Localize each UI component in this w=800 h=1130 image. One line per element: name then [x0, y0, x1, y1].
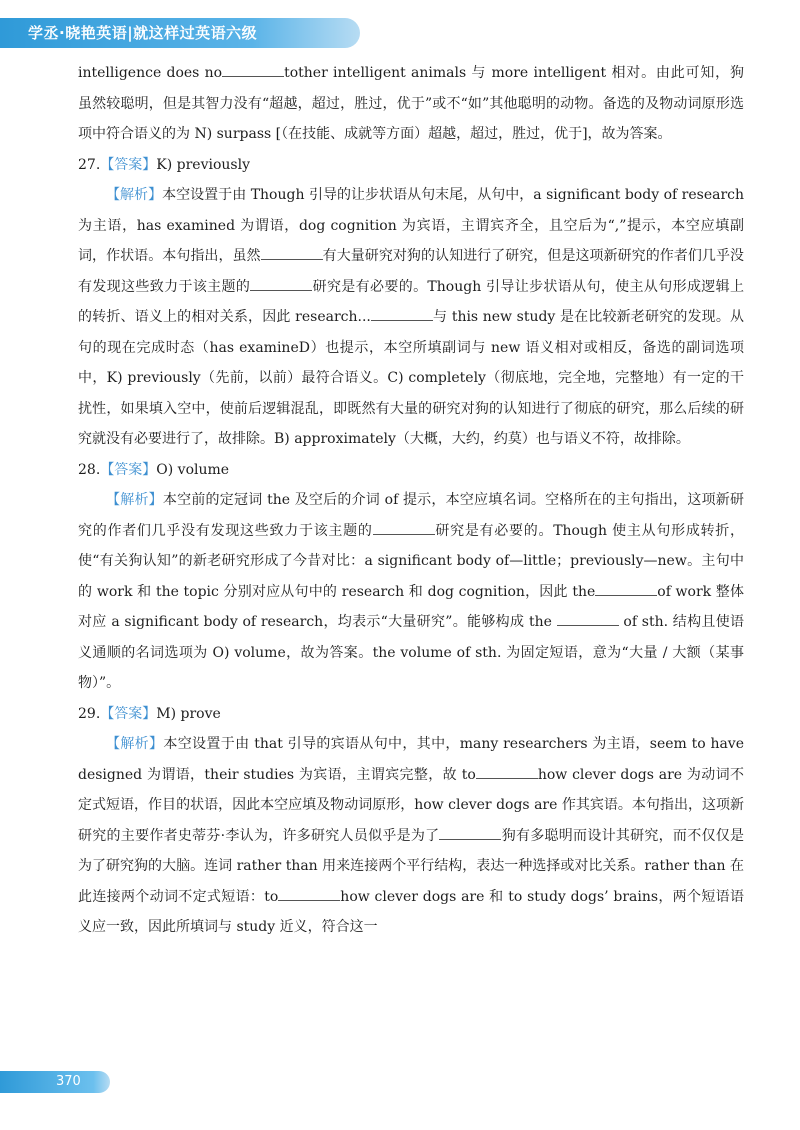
blank-line — [278, 886, 340, 901]
explanation-paragraph — [78, 729, 744, 943]
answer-text: O) volume — [156, 461, 230, 478]
explanation-paragraph — [78, 485, 744, 699]
question-number: 28. — [78, 461, 101, 478]
paragraph-text: how clever dogs are 和 to study dogs’ brains，两个短语语义应一致，因此所填词与 study 近义，符合这一 — [78, 888, 744, 935]
analysis-tag: 【解析】 — [106, 187, 163, 203]
page-number-badge — [0, 1071, 110, 1093]
paragraph-text: intelligence does no — [78, 65, 223, 81]
header-title: 学丞·晓艳英语|就这样过英语六级 — [28, 24, 258, 42]
answer-line — [78, 150, 744, 181]
paragraph-text: of sth. 结构且使语义通顺的名词选项为 O) volume，故为答案。the volume of sth. 为固定短语，意为“大量 / 大额（某事物）”。 — [78, 614, 744, 691]
paragraph-text: other intelligent animals 与 more intelligent 相对。由此可知，狗虽然较聪明，但是其智力没有“超越，超过，胜过，优于”或不“如”其他聪明的动物。备选的及物动词原形选项中符合语义的为 N) surpass [（在技能、成就等方面）超越，超过，胜过，优于]，故为答案。 — [78, 65, 745, 142]
answer-text: M) prove — [156, 705, 221, 722]
blank-line — [373, 520, 435, 535]
blank-line — [476, 764, 538, 779]
paragraph-text: 狗有多聪明而设计其研究，而不仅仅是为了研究狗的大脑。连词 rather than 用来连接两个平行结构，表达一种选择或对比关系。rather than 在此连接两个动词不定式短语：to — [78, 827, 745, 905]
blank-line — [557, 611, 619, 626]
paragraph-text: 研究是有必要的。Though 引导让步状语从句，使主从句形成逻辑上的转折、语义上的相对关系，因此 research... — [78, 278, 745, 325]
blank-line — [595, 581, 657, 596]
analysis-tag: 【解析】 — [106, 736, 164, 752]
analysis-tag: 【解析】 — [106, 492, 163, 508]
paragraph-text: t — [284, 65, 290, 81]
paragraph-text: 研究是有必要的。Though 使主从句形成转折，使“有关狗认知”的新老研究形成了今昔对比：a significant body of—little；previously—new。主句中的 work 和 the topic 分别对应从句中的 research 和 dog cognition，因此 the — [78, 522, 745, 600]
blank-line — [222, 62, 284, 77]
explanation-paragraph — [78, 58, 744, 150]
page-body — [78, 58, 744, 943]
answer-tag: 【答案】 — [100, 461, 157, 478]
answer-text: K) previously — [156, 156, 250, 173]
answer-tag: 【答案】 — [100, 156, 157, 173]
paragraph-text: 本空设置于由 Though 引导的让步状语从句末尾，从句中，a significant body of research 为主语，has examined 为谓语，dog cognition 为宾语，主谓宾齐全，且空后为“,”提示，本空应填副词，作状语。本句指出，虽然 — [78, 187, 745, 264]
answer-line — [78, 455, 744, 486]
question-number: 29. — [78, 705, 101, 722]
blank-line — [261, 245, 323, 260]
paragraph-text: 有大量研究对狗的认知进行了研究，但是这项新研究的作者们几乎没有发现这些致力于该主题的 — [78, 248, 745, 295]
paragraph-text: 本空前的定冠词 the 及空后的介词 of 提示，本空应填名词。空格所在的主句指出，这项新研究的作者们几乎没有发现这些致力于该主题的 — [78, 492, 745, 539]
paragraph-text: 本空设置于由 that 引导的宾语从句中，其中，many researchers 为主语，seem to have designed 为谓语，their studies 为宾语，主谓宾完整，故 to — [78, 736, 744, 783]
page-number: 370 — [56, 1074, 81, 1089]
blank-line — [439, 825, 501, 840]
answer-tag: 【答案】 — [100, 705, 157, 722]
paragraph-text: how clever dogs are 为动词不定式短语，作目的状语，因此本空应填及物动词原形，how clever dogs are 作其宾语。本句指出，这项新研究的主要作者史蒂芬·李认为，许多研究人员似乎是为了 — [78, 766, 744, 844]
paragraph-text: 与 this new study 是在比较新老研究的发现。从句的现在完成时态（has examineD）也提示，本空所填副词与 new 语义相对或相反，备选的副词选项中，K) previously（先前，以前）最符合语义。C) completely（彻底地，完全地，完整地）有一定的干扰性，如果填入空中，使前后逻辑混乱，即既然有大量的研究对狗的认知进行了彻底的研究，那么后续的研究就没有必要进行了，故排除。B) approximately（大概，大约，约莫）也与语义不符，故排除。 — [78, 309, 744, 447]
blank-line — [250, 276, 312, 291]
header-banner — [0, 18, 360, 48]
question-number: 27. — [78, 156, 101, 173]
paragraph-text: of work 整体对应 a significant body of research，均表示“大量研究”。能够构成 the — [78, 583, 744, 630]
answer-line — [78, 699, 744, 730]
blank-line — [371, 306, 433, 321]
explanation-paragraph — [78, 180, 744, 455]
